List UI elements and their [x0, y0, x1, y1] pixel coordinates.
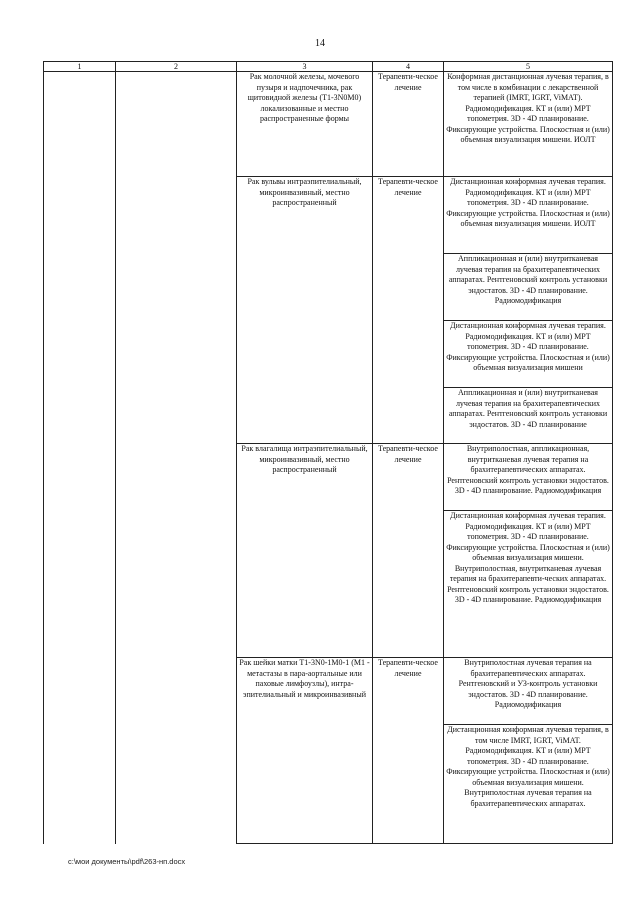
file-path-footer: c:\мои документы\pdf\263-нп.docx — [68, 857, 186, 866]
page-number: 14 — [315, 38, 325, 49]
treatment-cell: Терапевти-ческое лечение — [373, 444, 444, 658]
diagnosis-cell: Рак молочной железы, мочевого пузыря и надпочечника, рак щитовидной железы (T1-3N0M0) локализованные и местно распространенные формы — [237, 72, 373, 177]
method-cell: Конформная дистанционная лучевая терапия, в том числе в комбинации с лекарственной терапией (IMRT, IGRT, ViMAT). Радиомодификация. КТ и (или) МРТ топометрия. 3D - 4D планирование. Фиксирующие устройства. Плоскостная и (или) объемная визуализация мишени. ИОЛТ — [444, 72, 613, 177]
method-cell: Внутриполостная лучевая терапия на брахитерапевтических аппаратах. Рентгеновский и УЗ-контроль установки эндостатов. 3D - 4D планирование. Радиомодификация — [444, 658, 613, 725]
treatment-cell: Терапевти-ческое лечение — [373, 177, 444, 444]
method-cell: Дистанционная конформная лучевая терапия. Радиомодификация. КТ и (или) МРТ топометрия. 3D - 4D планирование. Фиксирующие устройства. Плоскостная и (или) объемная визуализация мишени — [444, 321, 613, 388]
treatment-table — [43, 61, 613, 844]
method-cell: Аппликационная и (или) внутритканевая лучевая терапия на брахитерапевтических аппаратах. Рентгеновский контроль установки эндостатов. 3D - 4D планирование. Радиомодификация — [444, 254, 613, 321]
treatment-cell: Терапевти-ческое лечение — [373, 72, 444, 177]
method-cell: Дистанционная конформная лучевая терапия, в том числе IMRT, IGRT, ViMAT. Радиомодификация. КТ и (или) МРТ топометрия. 3D - 4D планирование. Фиксирующие устройства. Плоскостная и (или) объемная визуализация мишени. Внутриполостная лучевая терапия на брахитерапевтических аппаратах. — [444, 725, 613, 844]
method-cell: Внутриполостная, аппликационная, внутритканевая лучевая терапия на брахитерапевтических аппаратах. Рентгеновский контроль установки эндостатов. 3D - 4D планирование. Радиомодификация — [444, 444, 613, 511]
column-header: 4 — [373, 62, 444, 72]
column-header: 5 — [444, 62, 613, 72]
method-cell: Аппликационная и (или) внутритканевая лучевая терапия на брахитерапевтических аппаратах. Рентгеновский контроль установки эндостатов. 3D - 4D планирование — [444, 388, 613, 444]
empty-cell — [116, 72, 237, 844]
column-header: 3 — [237, 62, 373, 72]
treatment-cell: Терапевти-ческое лечение — [373, 658, 444, 844]
diagnosis-cell: Рак влагалища интраэпителиальный, микроинвазивный, местно распространенный — [237, 444, 373, 658]
method-cell: Дистанционная конформная лучевая терапия. Радиомодификация. КТ и (или) МРТ топометрия. 3D - 4D планирование. Фиксирующие устройства. Плоскостная и (или) объемная визуализация мишени. Внутриполостная, внутритканевая лучевая терапия на брахитерапевти-ческих аппаратах. Рентгеновский контроль установки эндостатов. 3D - 4D планирование. Радиомодификация — [444, 511, 613, 658]
column-header: 2 — [116, 62, 237, 72]
diagnosis-cell: Рак шейки матки T1-3N0-1M0-1 (M1 - метастазы в пара-аортальные или паховые лимфоузлы), интра-эпителиальный и микроинвазивный — [237, 658, 373, 844]
column-header: 1 — [44, 62, 116, 72]
empty-cell — [44, 72, 116, 844]
table-header-row — [44, 62, 613, 72]
table-row — [44, 72, 613, 177]
method-cell: Дистанционная конформная лучевая терапия. Радиомодификация. КТ и (или) МРТ топометрия. 3D - 4D планирование. Фиксирующие устройства. Плоскостная и (или) объемная визуализация мишени. ИОЛТ — [444, 177, 613, 254]
diagnosis-cell: Рак вульвы интраэпителиальный, микроинвазивный, местно распространенный — [237, 177, 373, 444]
